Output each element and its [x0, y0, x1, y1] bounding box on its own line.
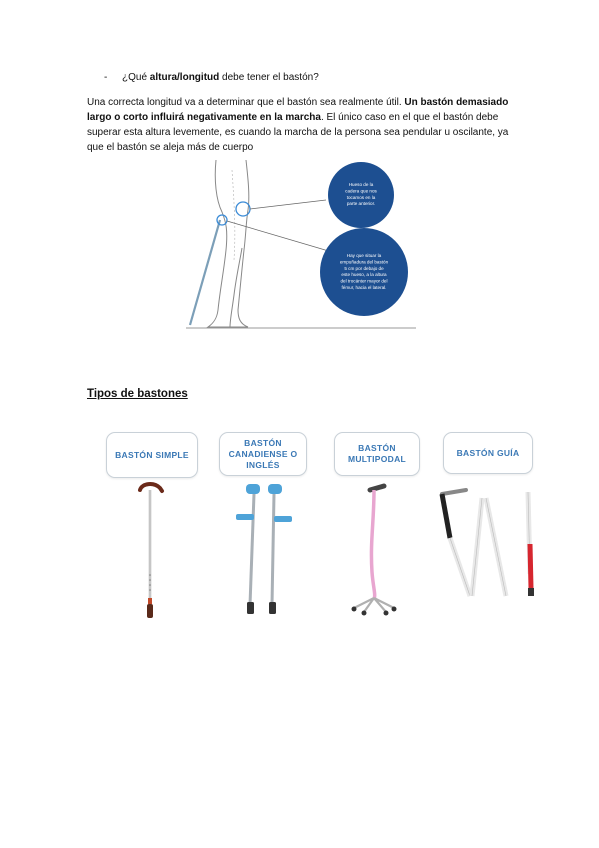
- simple-cane-icon: [132, 480, 172, 625]
- quad-cane-icon: [346, 482, 402, 618]
- cane-height-illustration: [186, 160, 416, 332]
- cane-type-card-guide: [443, 432, 533, 474]
- bubble-text-line: fémur, hacia el lateral.: [341, 285, 387, 290]
- cane-type-card-multipodal: [334, 432, 420, 476]
- cane-type-card-simple: [106, 432, 198, 478]
- question-line: [104, 72, 319, 83]
- question-bold: altura/longitud: [149, 72, 220, 83]
- cane-type-label: BASTÓN SIMPLE: [115, 449, 189, 460]
- bubble-text-line: parte anterior.: [346, 201, 376, 207]
- section-title: Tipos de bastones: [87, 388, 188, 400]
- paragraph-part2: . El único caso en el que el bastón debe superar esta altura levemente, es cuando la marcha de la persona sea pendular u oscilante, ya que el bastón se aleja más de cuerpo: [87, 112, 509, 153]
- cane-type-label: BASTÓN GUÍA: [456, 447, 520, 458]
- paragraph-bold: Un bastón demasiado largo o corto influirá negativamente en la marcha: [87, 97, 509, 123]
- bubble-text-line: del trocánter mayor del: [340, 278, 388, 284]
- cane-type-card-canadian: [219, 432, 307, 476]
- explanation-paragraph: [87, 95, 517, 155]
- bullet-dash: -: [104, 72, 108, 83]
- bubble-text-line: cadera que nos: [345, 188, 377, 194]
- cane-type-label: BASTÓN MULTIPODAL: [347, 443, 407, 464]
- bubble-text-line: 5 cm por debajo de: [344, 265, 384, 271]
- bubble-text-line: tocamos en la: [346, 194, 376, 200]
- bubble-text-line: Hueso de la: [348, 182, 374, 187]
- canadian-crutch-icon: [232, 480, 298, 620]
- cane-types-row: [0, 428, 599, 628]
- cane-type-label: BASTÓN CANADIENSE O INGLÉS: [228, 437, 298, 470]
- question-suffix: debe tener el bastón?: [219, 72, 319, 83]
- white-guide-cane-icon: [436, 484, 542, 602]
- question-prefix: ¿Qué: [122, 72, 150, 83]
- bubble-text-line: Hay que situar la: [346, 253, 382, 258]
- bubble-text-line: empuñadura del bastón: [339, 259, 389, 265]
- paragraph-part1: Una correcta longitud va a determinar que el bastón sea realmente útil.: [87, 97, 405, 108]
- bubble-text-line: este hueso, a la altura: [341, 272, 387, 278]
